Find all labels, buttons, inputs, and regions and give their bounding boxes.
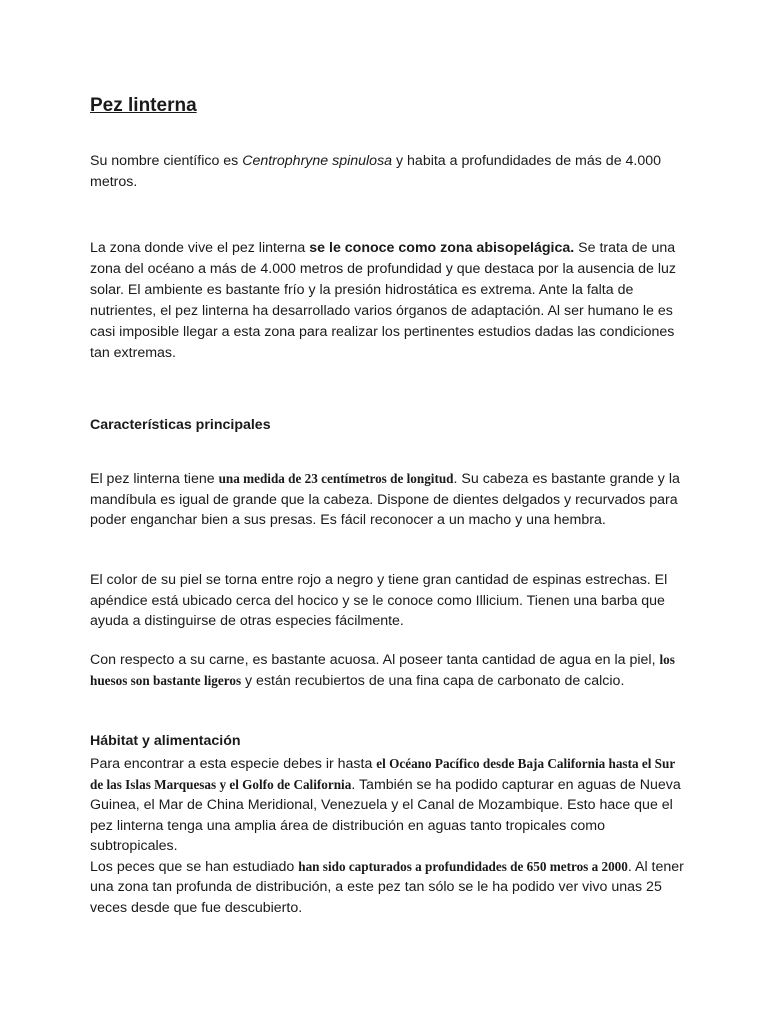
hab-p2-bold: han sido capturados a profundidades de 650 metros a 2000 [298, 858, 628, 874]
intro-paragraph [90, 151, 690, 193]
characteristics-heading: Características principales [90, 417, 271, 433]
char-p1-after: . Su cabeza es bastante grande y la mandíbula es igual de grande que la cabeza. Dispone de dientes delgados y recurvados para poder enganchar bien a sus presas. Es fácil reconocer a un macho y una hembra. [90, 471, 680, 528]
habitat-paragraph-1 [90, 754, 690, 918]
intro-text-before: Su nombre científico es [90, 153, 243, 169]
zone-text-bold: se le conoce como zona abisopelágica. [309, 240, 575, 256]
habitat-heading: Hábitat y alimentación [90, 733, 241, 749]
char-p3-before: Con respecto a su carne, es bastante acuosa. Al poseer tanta cantidad de agua en la piel, [90, 652, 660, 668]
hab-p1-bold: el Océano Pacífico desde Baja California hasta el Sur de las Islas Marquesas y el Golfo de California [90, 756, 675, 792]
zone-paragraph [90, 238, 690, 364]
species-name: Centrophryne spinulosa [242, 153, 393, 169]
hab-p2-after: . Al tener una zona tan profunda de distribución, a este pez tan sólo se le ha podido ver vivo unas 25 veces desde que fue descubierto. [90, 858, 684, 916]
page-title: Pez linterna [90, 95, 197, 116]
char-p1-before: El pez linterna tiene [90, 471, 219, 487]
char-p3-bold: los huesos son bastante ligeros [90, 652, 675, 688]
char-p1-bold: una medida de 23 centímetros de longitud [218, 471, 454, 486]
zone-text-before: La zona donde vive el pez linterna [90, 240, 310, 256]
characteristics-paragraph-1 [90, 469, 690, 531]
hab-p1-after: . También se ha podido capturar en aguas de Nueva Guinea, el Mar de China Meridional, Venezuela y el Canal de Mozambique. Esto hace que el pez linterna tenga una amplia área de distribución en aguas tanto tropicales como subtropicales. [90, 776, 681, 854]
char-p3-after: y están recubiertos de una fina capa de carbonato de calcio. [241, 672, 625, 689]
hab-p2-before: Los peces que se han estudiado [90, 858, 299, 875]
characteristics-paragraph-3 [90, 650, 690, 691]
intro-text-after: y habita a profundidades de más de 4.000 metros. [90, 153, 662, 190]
hab-p1-before: Para encontrar a esta especie debes ir hasta [90, 756, 377, 772]
characteristics-paragraph-2: El color de su piel se torna entre rojo a negro y tiene gran cantidad de espinas estrechas. El apéndice está ubicado cerca del hocico y se le conoce como Illicium. Tienen una barba que ayuda a distinguirse de otras especies fácilmente. [90, 572, 668, 629]
zone-text-after: Se trata de una zona del océano a más de 4.000 metros de profundidad y que destaca por la ausencia de luz solar. El ambiente es bastante frío y la presión hidrostática es extrema. Ante la falta de nutrientes, el pez linterna ha desarrollado varios órganos de adaptación. Al ser humano le es casi imposible llegar a esta zona para realizar los pertinentes estudios dadas las condiciones tan extremas. [90, 240, 677, 361]
